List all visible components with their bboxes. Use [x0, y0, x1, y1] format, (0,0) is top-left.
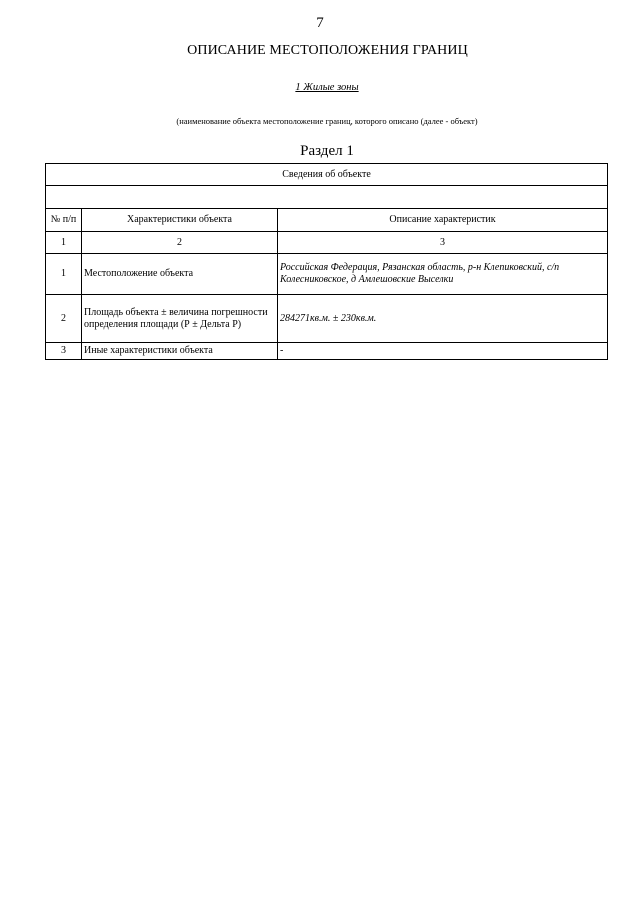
table-numbering-row: [46, 232, 608, 254]
table-spacer-row: [46, 186, 608, 209]
row-description: Российская Федерация, Рязанская область, р-н Клепиковский, с/п Колесниковское, д Амлешовские Выселки: [278, 254, 608, 295]
table-spacer-cell: [46, 186, 608, 209]
object-info-table: [45, 163, 608, 360]
row-number: 2: [46, 295, 82, 343]
numbering-cell: 2: [82, 232, 278, 254]
table-row: [46, 254, 608, 295]
table-row: [46, 295, 608, 343]
page-number: 7: [316, 15, 324, 31]
header-description: Описание характеристик: [278, 209, 608, 232]
table-row: [46, 343, 608, 360]
table-heading-row: [46, 164, 608, 186]
row-number: 3: [46, 343, 82, 360]
table-heading: Сведения об объекте: [46, 164, 608, 186]
object-caption: (наименование объекта местоположение границ, которого описано (далее - объект): [176, 116, 478, 126]
row-characteristic: Площадь объекта ± величина погрешности определения площади (Р ± Дельта Р): [82, 295, 278, 343]
numbering-cell: 3: [278, 232, 608, 254]
document-title: ОПИСАНИЕ МЕСТОПОЛОЖЕНИЯ ГРАНИЦ: [187, 43, 468, 58]
row-description: -: [278, 343, 608, 360]
row-number: 1: [46, 254, 82, 295]
header-characteristic: Характеристики объекта: [82, 209, 278, 232]
row-characteristic: Иные характеристики объекта: [82, 343, 278, 360]
row-characteristic: Местоположение объекта: [82, 254, 278, 295]
section-title: Раздел 1: [300, 143, 354, 159]
table-header-row: [46, 209, 608, 232]
zone-name: 1 Жилые зоны: [295, 82, 359, 93]
header-number: № п/п: [46, 209, 82, 232]
row-description: 284271кв.м. ± 230кв.м.: [278, 295, 608, 343]
numbering-cell: 1: [46, 232, 82, 254]
